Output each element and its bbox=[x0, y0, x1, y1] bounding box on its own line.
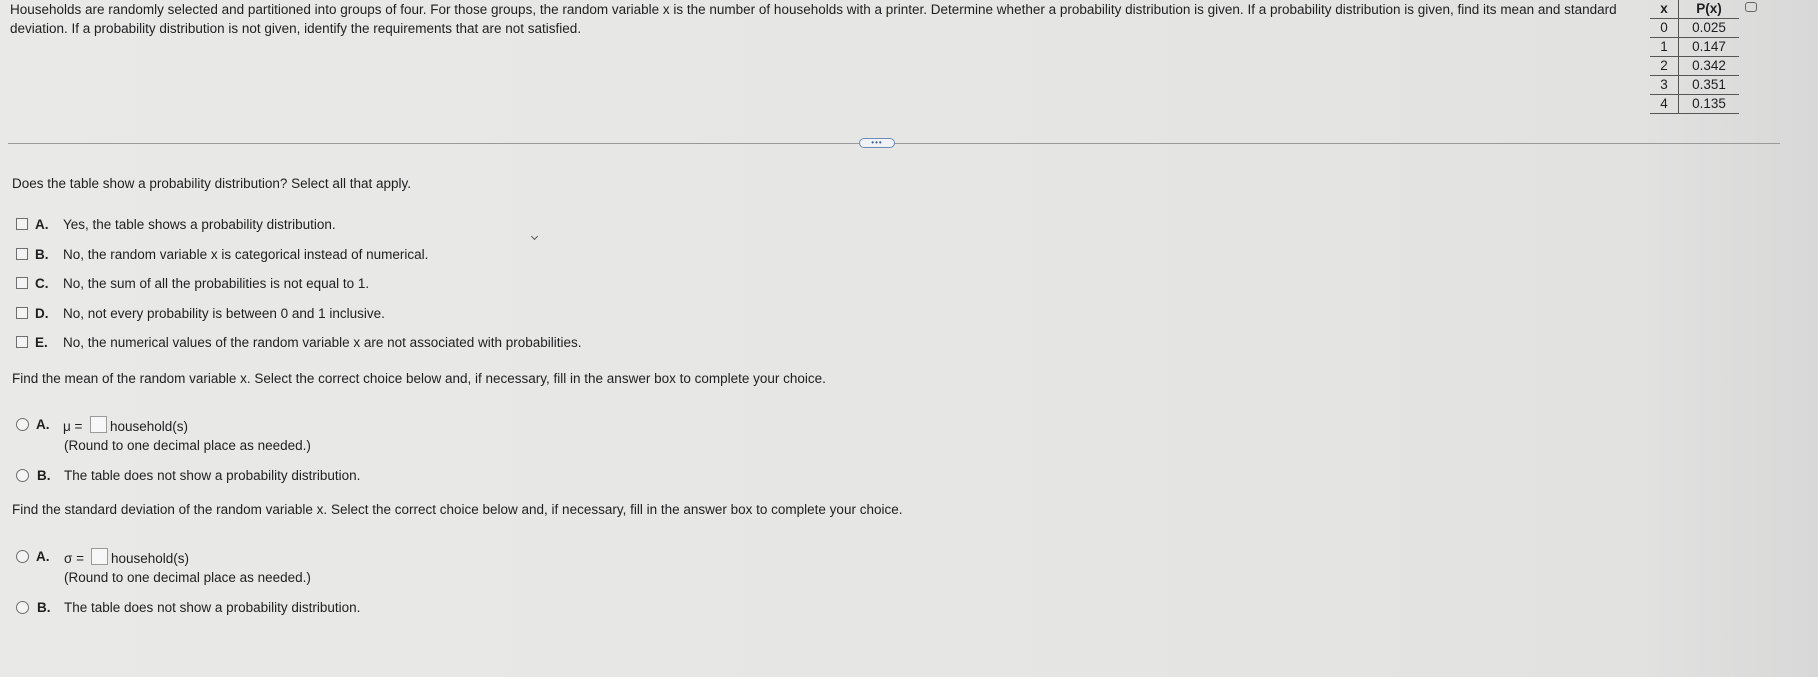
q3-round-hint: (Round to one decimal place as needed.) bbox=[64, 570, 311, 585]
q1-prompt: Does the table show a probability distribution? Select all that apply. bbox=[12, 176, 411, 191]
q1-option-c-letter: C. bbox=[35, 276, 49, 291]
table-cell-x: 2 bbox=[1650, 57, 1679, 76]
q2-prompt: Find the mean of the random variable x. Select the correct choice below and, if necessary, fill in the answer box to complete your choice. bbox=[12, 371, 826, 386]
table-row bbox=[1650, 38, 1739, 57]
q1-option-d-text: No, not every probability is between 0 and 1 inclusive. bbox=[63, 306, 385, 321]
q3-sd-answer-input[interactable] bbox=[91, 548, 108, 565]
q3-option-b-text: The table does not show a probability distribution. bbox=[64, 600, 361, 615]
q3-option-b-radio[interactable] bbox=[16, 601, 29, 614]
more-options-button[interactable]: ••• bbox=[859, 138, 895, 148]
q1-option-e-text: No, the numerical values of the random variable x are not associated with probabilities. bbox=[63, 335, 582, 350]
cursor-mark-icon bbox=[531, 233, 538, 240]
table-row bbox=[1650, 57, 1739, 76]
table-cell-px: 0.025 bbox=[1679, 19, 1740, 38]
q3-unit-label: household(s) bbox=[111, 551, 190, 566]
table-cell-px: 0.147 bbox=[1679, 38, 1740, 57]
table-header-px: P(x) bbox=[1679, 0, 1740, 19]
q1-option-a-checkbox[interactable] bbox=[16, 218, 28, 230]
q1-option-d-checkbox[interactable] bbox=[16, 307, 28, 319]
q2-option-b-letter: B. bbox=[37, 468, 51, 483]
q1-option-b-letter: B. bbox=[35, 247, 49, 262]
table-header-row bbox=[1650, 0, 1739, 19]
q3-prompt: Find the standard deviation of the random variable x. Select the correct choice below and, if necessary, fill in the answer box to complete your choice. bbox=[12, 502, 903, 517]
table-cell-x: 3 bbox=[1650, 76, 1679, 95]
table-cell-px: 0.342 bbox=[1679, 57, 1740, 76]
q2-mu-symbol: μ = bbox=[63, 419, 83, 434]
q3-option-a-letter: A. bbox=[36, 549, 50, 564]
q1-option-b-text: No, the random variable x is categorical instead of numerical. bbox=[63, 247, 429, 262]
probability-table bbox=[1650, 0, 1739, 114]
expand-table-icon[interactable] bbox=[1745, 2, 1757, 12]
q1-option-e-checkbox[interactable] bbox=[16, 336, 28, 348]
q2-option-b-radio[interactable] bbox=[16, 469, 29, 482]
q1-option-b-checkbox[interactable] bbox=[16, 248, 28, 260]
q1-option-a-text: Yes, the table shows a probability distribution. bbox=[63, 217, 336, 232]
q2-mean-answer-input[interactable] bbox=[90, 416, 107, 433]
q2-unit-label: household(s) bbox=[110, 419, 189, 434]
table-header-x: x bbox=[1650, 0, 1679, 19]
q1-option-c-checkbox[interactable] bbox=[16, 277, 28, 289]
q1-option-a-letter: A. bbox=[35, 217, 49, 232]
q1-option-d-letter: D. bbox=[35, 306, 49, 321]
table-cell-x: 1 bbox=[1650, 38, 1679, 57]
q3-sigma-symbol: σ = bbox=[64, 551, 84, 566]
q2-option-a-letter: A. bbox=[36, 417, 50, 432]
q3-option-b-letter: B. bbox=[37, 600, 51, 615]
table-row bbox=[1650, 19, 1739, 38]
q2-round-hint: (Round to one decimal place as needed.) bbox=[64, 438, 311, 453]
q2-option-b-text: The table does not show a probability distribution. bbox=[64, 468, 361, 483]
table-cell-px: 0.351 bbox=[1679, 76, 1740, 95]
q1-option-e-letter: E. bbox=[35, 335, 48, 350]
table-cell-x: 0 bbox=[1650, 19, 1679, 38]
q2-option-a-radio[interactable] bbox=[16, 418, 29, 431]
table-cell-px: 0.135 bbox=[1679, 95, 1740, 114]
table-cell-x: 4 bbox=[1650, 95, 1679, 114]
q3-option-a-radio[interactable] bbox=[16, 550, 29, 563]
table-row bbox=[1650, 76, 1739, 95]
q1-option-c-text: No, the sum of all the probabilities is not equal to 1. bbox=[63, 276, 370, 291]
table-row bbox=[1650, 95, 1739, 114]
problem-statement: Households are randomly selected and partitioned into groups of four. For those groups, the random variable x is the number of households with a printer. Determine whether a probability distribution is given. If a probability distribution is given, find its mean and standard deviation. If a probability distribution is not given, identify the requirements that are not satisfied. bbox=[10, 2, 1617, 36]
